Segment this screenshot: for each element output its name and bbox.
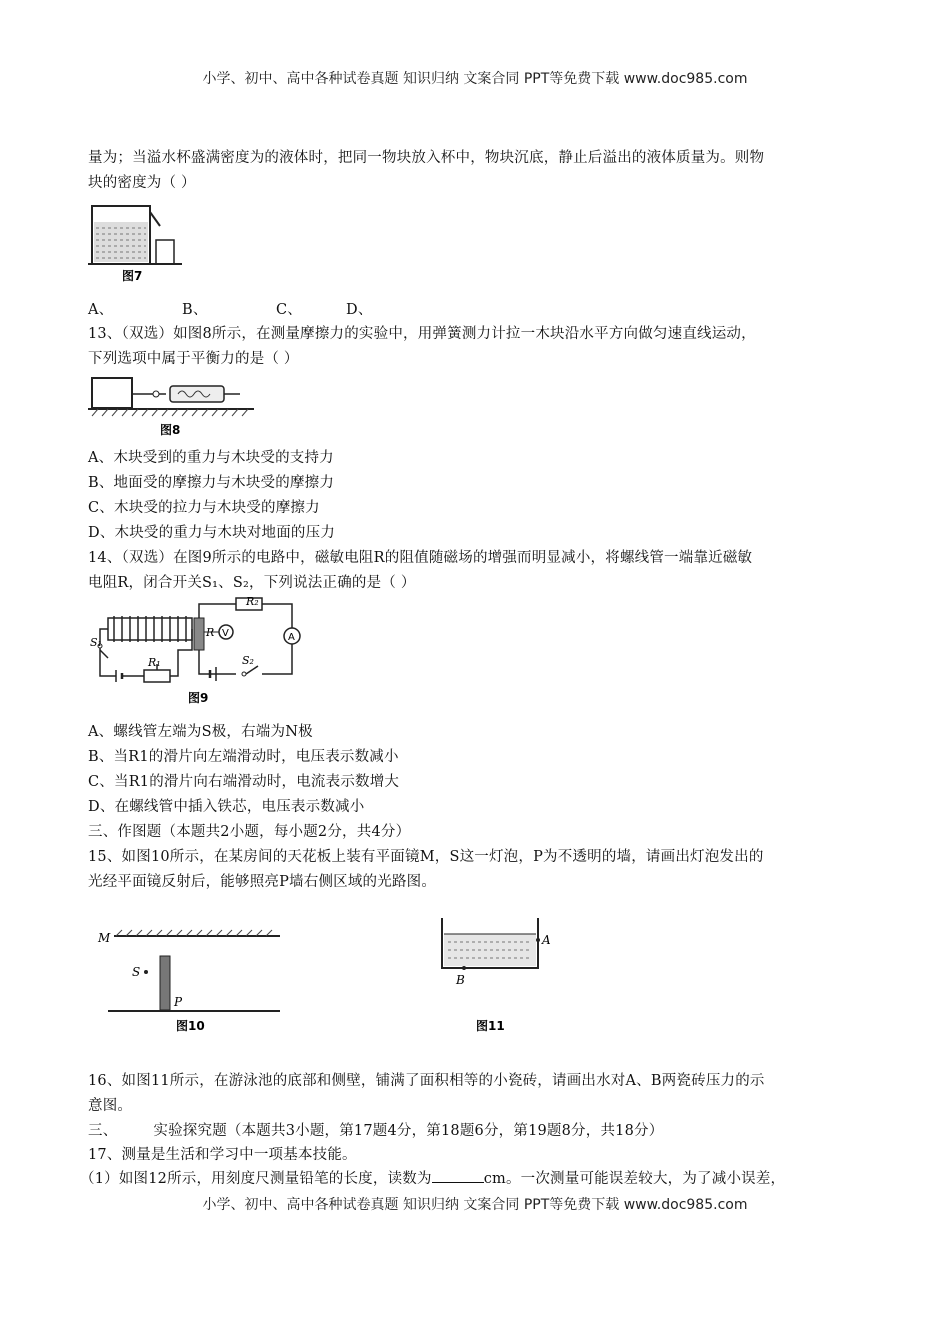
- label-wall-p: P: [174, 995, 183, 1009]
- experiment-section-number: 三、: [88, 1123, 118, 1139]
- figure-8: [86, 372, 258, 440]
- q14-line1: 14、（双选）在图9所示的电路中，磁敏电阻R的阻值随磁场的增强而明显减小，将螺线管一端靠近磁敏: [88, 550, 753, 566]
- q17-line1: 17、测量是生活和学习中一项基本技能。: [88, 1147, 357, 1163]
- q17-line2: [80, 1167, 785, 1188]
- figure-11: [432, 912, 562, 1042]
- q13-line1: 13、（双选）如图8所示，在测量摩擦力的实验中，用弹簧测力计拉一木块沿水平方向做匀速直线运动，: [88, 326, 756, 342]
- q14-line2: 电阻R，闭合开关S₁、S₂，下列说法正确的是（ ）: [88, 575, 416, 591]
- experiment-section-heading: [88, 1119, 663, 1140]
- q12-options: [88, 298, 373, 319]
- label-tile-a: A: [542, 933, 551, 947]
- label-voltmeter: V: [222, 628, 229, 639]
- figure-7-label: 图7: [122, 269, 143, 283]
- label-r2: R₂: [246, 595, 259, 608]
- q13-option-b: B、地面受的摩擦力与木块受的摩擦力: [88, 475, 335, 491]
- figure-11-label: 图11: [476, 1019, 505, 1033]
- label-ammeter: A: [288, 632, 295, 643]
- q15-line1: 15、如图10所示，在某房间的天花板上装有平面镜M，S这一灯泡，P为不透明的墙，请画出灯泡发出的: [88, 849, 764, 865]
- q12-option-d: D、: [346, 302, 373, 318]
- q15-line2: 光经平面镜反射后，能够照亮P墙右侧区域的光路图。: [88, 874, 437, 890]
- label-r1: R₁: [148, 656, 161, 669]
- label-s1: S₁: [90, 636, 102, 649]
- page-header: 小学、初中、高中各种试卷真题 知识归纳 文案合同 PPT等免费下载 www.doc985.com: [202, 71, 748, 87]
- q14-option-a: A、螺线管左端为S极，右端为N极: [88, 724, 313, 740]
- q12-option-a: A、: [88, 302, 114, 318]
- light-source-point: [144, 970, 148, 974]
- q13-option-d: D、木块受的重力与木块对地面的压力: [88, 525, 336, 541]
- figure-8-label: 图8: [160, 423, 181, 437]
- q17-answer-blank[interactable]: [432, 1170, 484, 1183]
- section3-title: 三、作图题（本题共2小题，每小题2分，共4分）: [88, 824, 411, 840]
- q14-option-d: D、在螺线管中插入铁芯，电压表示数减小: [88, 799, 365, 815]
- q14-option-c: C、当R1的滑片向右端滑动时，电流表示数增大: [88, 774, 400, 790]
- experiment-section-title: 实验探究题（本题共3小题，第17题4分，第18题6分，第19题8分，共18分）: [153, 1123, 664, 1139]
- label-mirror-m: M: [98, 931, 111, 945]
- q16-line2: 意图。: [88, 1098, 133, 1114]
- figure-7: [86, 192, 186, 284]
- label-s2: S₂: [242, 654, 254, 667]
- q17-line2-post: cm。一次测量可能误差较大，为了减小误差，: [483, 1171, 786, 1187]
- figure-9-label: 图9: [188, 691, 209, 705]
- q13-line2: 下列选项中属于平衡力的是（ ）: [88, 351, 299, 367]
- page-footer: 小学、初中、高中各种试卷真题 知识归纳 文案合同 PPT等免费下载 www.doc985.com: [202, 1197, 748, 1213]
- q13-option-a: A、木块受到的重力与木块受的支持力: [88, 450, 334, 466]
- q12-option-b: B、: [182, 302, 208, 318]
- q16-line1: 16、如图11所示，在游泳池的底部和侧壁，铺满了面积相等的小瓷砖，请画出水对A、B两瓷砖压力的示: [88, 1073, 765, 1089]
- label-source-s: S: [132, 965, 141, 979]
- q12-line2: 块的密度为（ ）: [88, 175, 196, 191]
- q12-option-c: C、: [276, 302, 302, 318]
- q13-option-c: C、木块受的拉力与木块受的摩擦力: [88, 500, 320, 516]
- figure-10-label: 图10: [176, 1019, 205, 1033]
- figure-9: [86, 594, 302, 708]
- q12-line1: 量为；当溢水杯盛满密度为的液体时，把同一物块放入杯中，物块沉底，静止后溢出的液体质量为。则物: [88, 150, 765, 166]
- figure-10: [86, 912, 286, 1042]
- q17-line2-pre: （1）如图12所示，用刻度尺测量铅笔的长度，读数为: [80, 1171, 432, 1187]
- label-r: R: [206, 626, 215, 639]
- q14-option-b: B、当R1的滑片向左端滑动时，电压表示数减小: [88, 749, 399, 765]
- label-tile-b: B: [456, 973, 465, 987]
